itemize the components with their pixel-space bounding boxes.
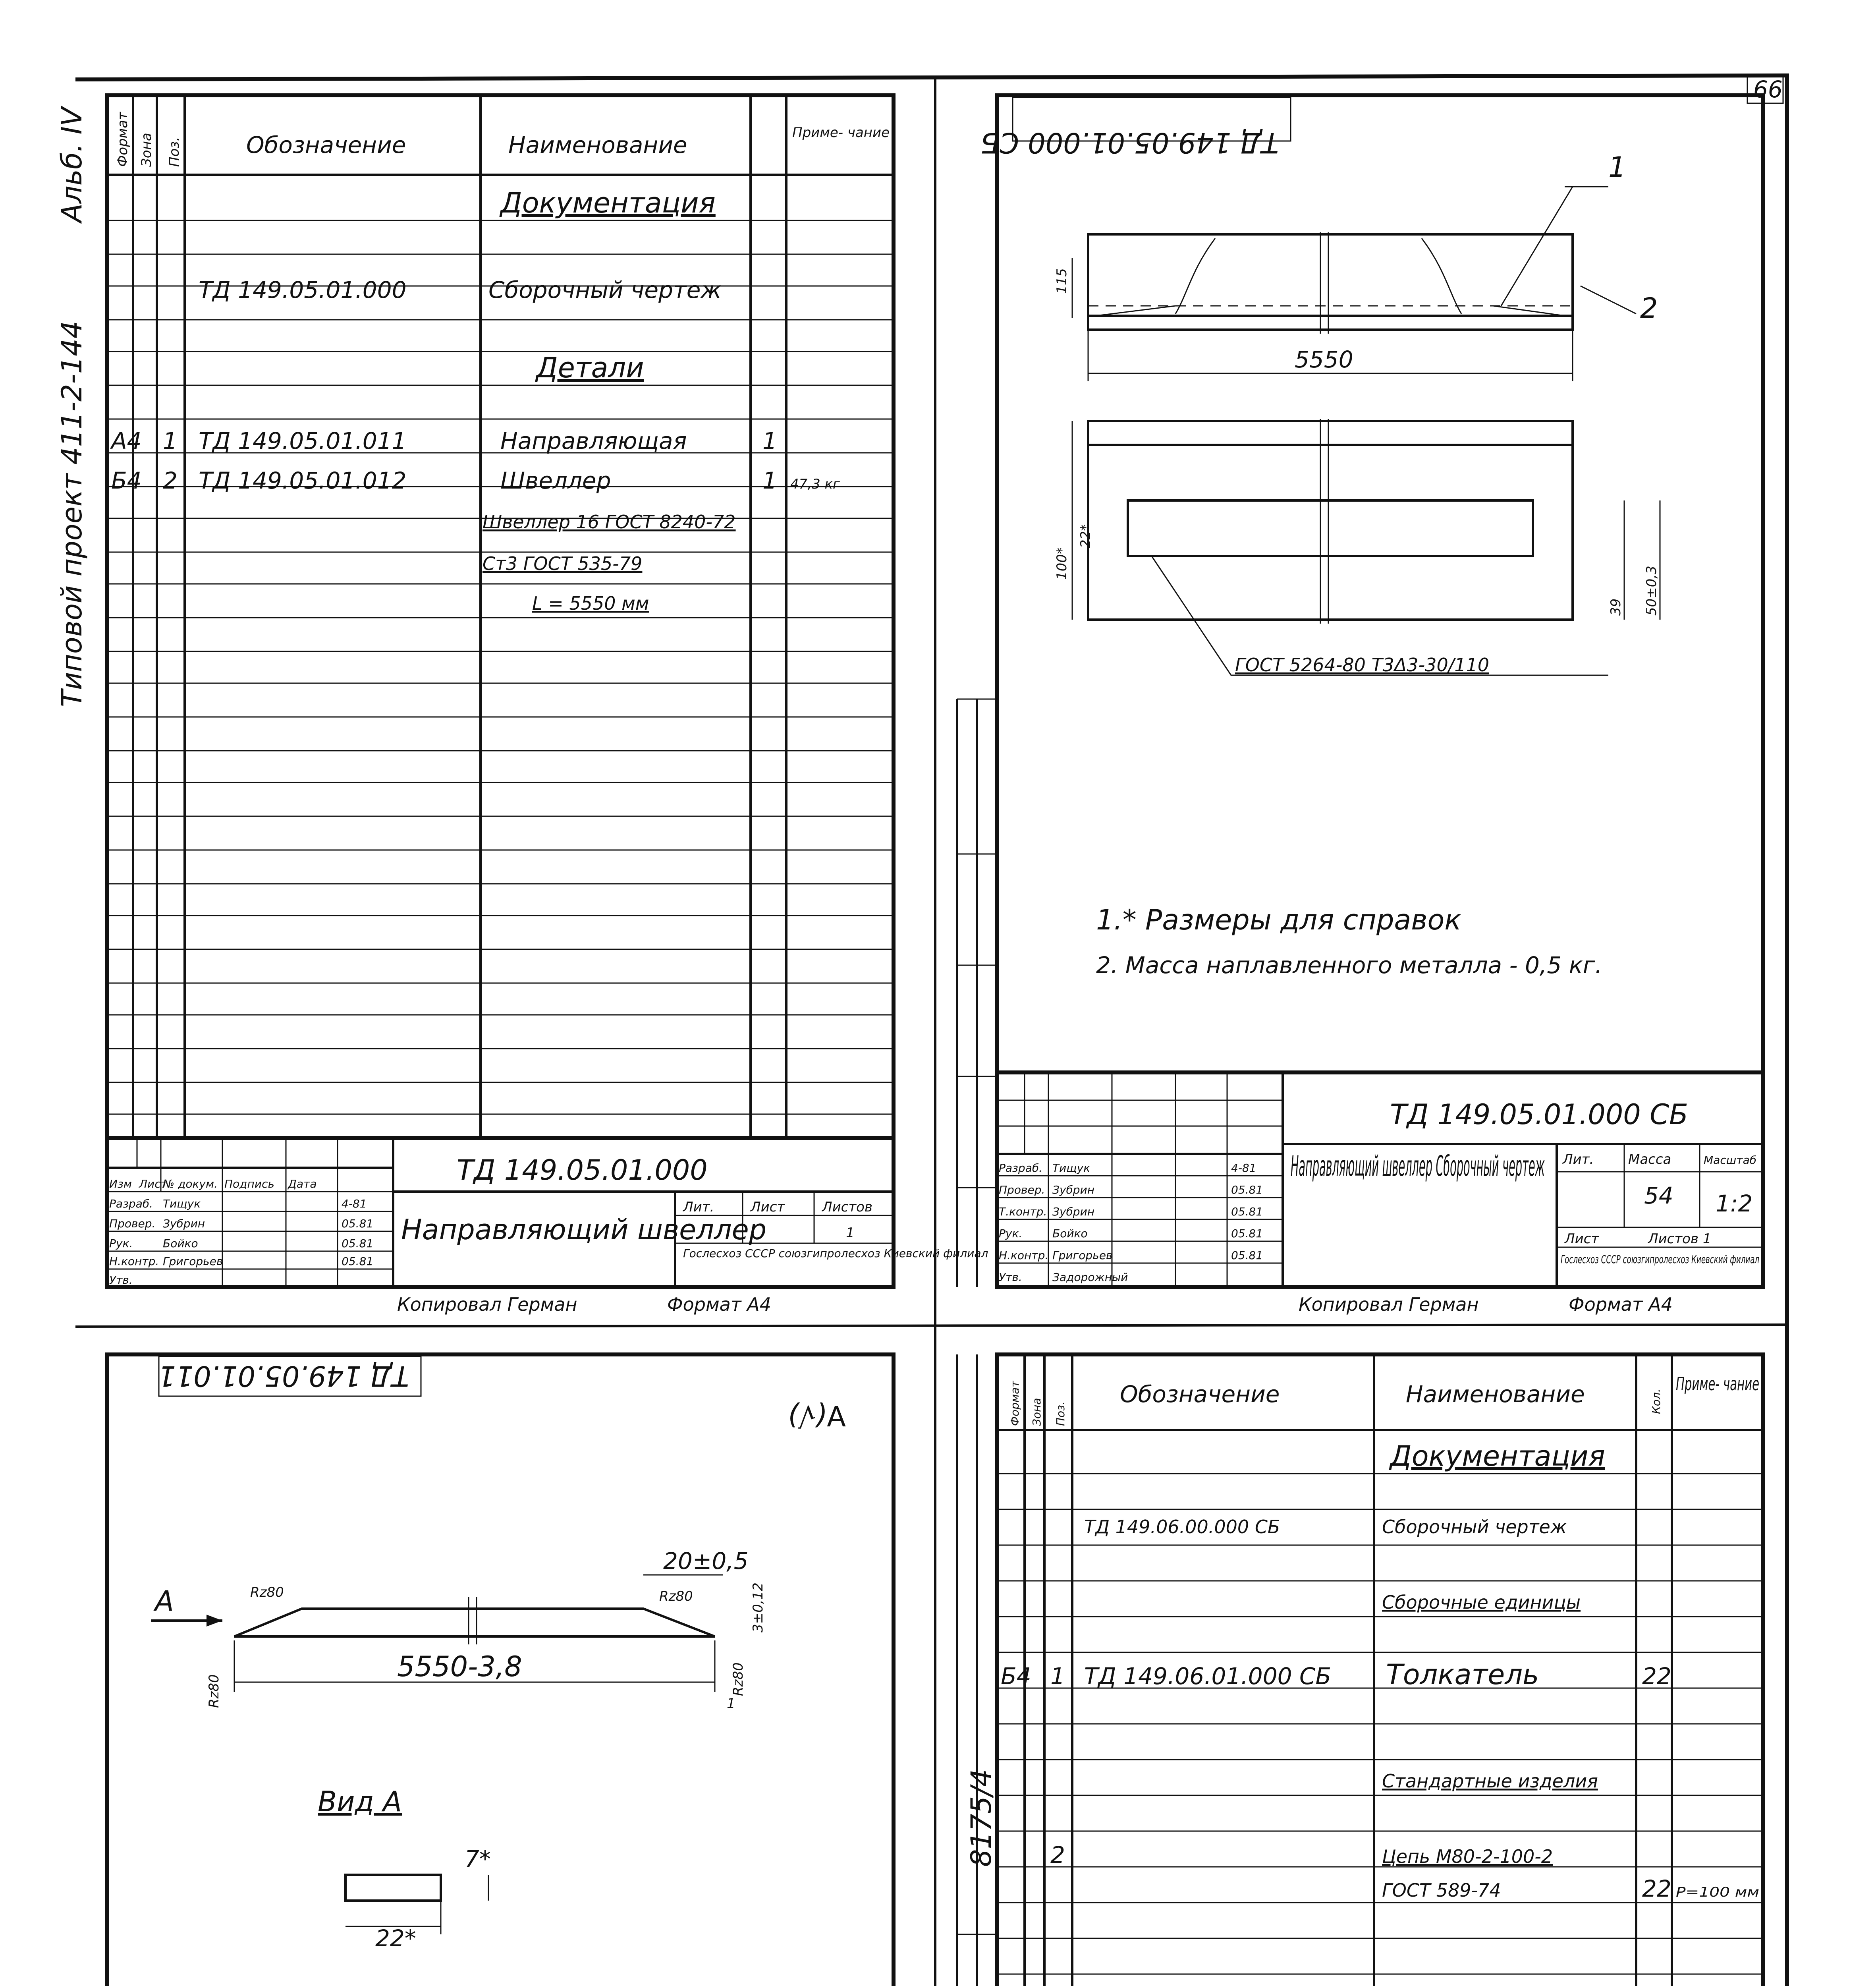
tb-col-head: Изм <box>109 1177 132 1190</box>
tb-person: Зубрин <box>1052 1205 1095 1218</box>
view-arrow-label: А <box>155 1585 174 1617</box>
tb-date: 4-81 <box>342 1197 367 1210</box>
spec1-row-name: Ст3 ГОСТ 535-79 <box>483 553 643 574</box>
tb-date: 4-81 <box>1231 1161 1256 1175</box>
tb-person: Бойко <box>1052 1227 1088 1240</box>
spec2-row-pos: 1 <box>1050 1663 1065 1690</box>
spec2-head-note: Приме- чание <box>1676 1373 1759 1395</box>
spec2-head-designation: Обозначение <box>1120 1381 1280 1408</box>
spec1-tb-doc: ТД 149.05.01.000 <box>457 1154 708 1186</box>
spec1-row-format: Б4 <box>111 467 142 494</box>
spec2-row-note: Р=100 мм <box>1676 1884 1759 1900</box>
view-a-dim-w: 22* <box>375 1925 416 1952</box>
tb-col-head: Лист <box>139 1177 167 1190</box>
tb-role: Разраб. <box>999 1161 1043 1175</box>
spec1-tb-sheet-head: Лист <box>751 1199 785 1215</box>
spec1-row-name: Сборочный чертеж <box>488 276 722 303</box>
tb-date: 05.81 <box>1231 1249 1263 1262</box>
tb-role: Провер. <box>999 1183 1045 1196</box>
part-roughness: ∀(√) <box>787 1399 846 1432</box>
spec1-row-name: L = 5550 мм <box>532 593 649 614</box>
assembly-tb-mass: 54 <box>1644 1182 1673 1209</box>
tb-role: Провер. <box>109 1217 156 1230</box>
spec2-row-name: Цепь М80-2-100-2 <box>1382 1846 1553 1867</box>
tb-col-head: Дата <box>288 1177 317 1190</box>
spec1-tb-sheets-head: Листов <box>822 1199 873 1215</box>
dim-height: 115 <box>1054 268 1070 294</box>
tb-date: 05.81 <box>342 1237 374 1250</box>
spec1-tb-sheets: 1 <box>846 1225 855 1241</box>
dim-width: 100* <box>1054 547 1070 580</box>
tb-person: Тищук <box>1052 1161 1090 1175</box>
assembly-copied: Копировал Герман <box>1299 1294 1479 1315</box>
dim-39: 39 <box>1608 598 1624 616</box>
assembly-plan-view <box>1088 421 1573 620</box>
assembly-tb-mass-head: Масса <box>1628 1151 1671 1167</box>
part-sheet <box>107 1354 894 1986</box>
assembly-tb-title: Направляющий швеллер Сборочный чертеж <box>1291 1150 1545 1182</box>
assembly-tb-sheets: Листов 1 <box>1648 1231 1712 1247</box>
dim-ra-c: Rz80 <box>206 1674 222 1708</box>
assembly-tb-sheet: Лист <box>1565 1231 1599 1247</box>
spec2-row-pos: 2 <box>1050 1841 1065 1868</box>
spec1-row-pos: 1 <box>163 427 178 454</box>
spec2-row-name: Стандартные изделия <box>1382 1770 1598 1792</box>
dim-chamfer: 20±0,5 <box>663 1547 749 1575</box>
spec1-sheet <box>107 95 988 1315</box>
spec1-head-format: Формат <box>115 112 131 167</box>
corner-page-number: 66 <box>1753 76 1783 103</box>
spec1-row-format: А4 <box>111 427 142 454</box>
spec2-row-designation: ТД 149.06.01.000 СБ <box>1084 1663 1332 1690</box>
spec2-head-pos: Поз. <box>1054 1401 1067 1426</box>
tb-role: Рук. <box>999 1227 1023 1240</box>
tb-person: Григорьев <box>1052 1249 1113 1262</box>
dim-ra-a: Rz80 <box>250 1584 284 1600</box>
archive-number: 8175/4 <box>965 1769 998 1867</box>
spec1-row-qty: 1 <box>762 467 777 494</box>
spec1-row-name: Документация <box>500 187 716 219</box>
assembly-tb-doc: ТД 149.05.01.000 СБ <box>1390 1098 1688 1131</box>
tb-person: Задорожный <box>1052 1271 1128 1284</box>
tb-col-head: Подпись <box>224 1177 274 1190</box>
spec1-head-pos: Поз. <box>166 137 182 167</box>
spec1-row-qty: 1 <box>762 427 777 454</box>
weld-note: ГОСТ 5264-80 Т3Δ3-30/110 <box>1235 654 1490 676</box>
tb-role: Утв. <box>109 1273 133 1287</box>
dim-ra-d: Rz80 <box>730 1662 746 1696</box>
tb-person: Зубрин <box>1052 1183 1095 1196</box>
dim-length: 5550 <box>1295 346 1353 373</box>
tb-col-head: № докум. <box>163 1177 218 1190</box>
spec2-head-zone: Зона <box>1030 1398 1043 1426</box>
tb-role: Рук. <box>109 1237 133 1250</box>
tb-person: Григорьев <box>163 1255 223 1268</box>
tb-role: Н.контр. <box>999 1249 1049 1262</box>
assembly-tb-org: Гослесхоз СССР союзгипролесхоз Киевский филиал <box>1561 1253 1760 1266</box>
spec1-head-note: Приме- чание <box>792 125 890 141</box>
tb-role: Разраб. <box>109 1197 153 1210</box>
spec1-tb-title: Направляющий швеллер <box>401 1213 767 1246</box>
spec1-head-designation: Обозначение <box>246 131 406 158</box>
assembly-note-2: 2. Масса наплавленного металла - 0,5 кг. <box>1096 952 1602 979</box>
spec2-row-name: Сборочные единицы <box>1382 1592 1581 1613</box>
spec2-head-format: Формат <box>1008 1381 1021 1426</box>
spec2-row-qty: 22 <box>1642 1875 1671 1902</box>
spec1-row-name: Швеллер <box>500 467 611 494</box>
assembly-tb-scale: 1:2 <box>1716 1190 1753 1217</box>
spec1-row-designation: ТД 149.05.01.011 <box>199 427 407 454</box>
callout-2: 2 <box>1640 292 1658 325</box>
assembly-format: Формат А4 <box>1569 1294 1673 1315</box>
spec1-row-designation: ТД 149.05.01.012 <box>199 467 407 494</box>
view-a-dim-h: 7* <box>465 1845 491 1872</box>
side-project-label: Типовой проект 411-2-144 <box>56 321 88 707</box>
quadrant-divider-h <box>75 1325 1787 1327</box>
assembly-tb-scale-head: Масштаб <box>1704 1153 1757 1167</box>
assembly-note-1: 1.* Размеры для справок <box>1096 904 1461 936</box>
tb-date: 05.81 <box>342 1255 374 1268</box>
tb-date: 05.81 <box>1231 1227 1263 1240</box>
tb-date: 05.81 <box>1231 1183 1263 1196</box>
spec2-row-format: Б4 <box>1001 1663 1031 1690</box>
spec1-row-pos: 2 <box>163 467 178 494</box>
tb-role: Н.контр. <box>109 1255 159 1268</box>
spec1-row-name: Направляющая <box>500 427 687 454</box>
spec2-head-name: Наименование <box>1406 1381 1585 1408</box>
spec1-copied: Копировал Герман <box>397 1294 577 1315</box>
tb-role: Утв. <box>999 1271 1022 1284</box>
spec2-row-qty: 22 <box>1642 1663 1671 1690</box>
page-top-border <box>75 75 1787 79</box>
spec1-head-zone: Зона <box>139 133 154 167</box>
tb-person: Тищук <box>163 1197 201 1210</box>
spec1-head-name: Наименование <box>508 131 687 158</box>
view-a-section <box>345 1875 441 1901</box>
dim-part-height: 3±0,12 <box>750 1582 766 1632</box>
spec1-format: Формат А4 <box>667 1294 771 1315</box>
spec2-row-name: ГОСТ 589-74 <box>1382 1880 1501 1901</box>
spec1-tb-org: Гослесхоз СССР союзгипролесхоз Киевский филиал <box>683 1247 988 1260</box>
tb-person: Бойко <box>163 1237 198 1250</box>
spec2-row-name: Сборочный чертеж <box>1382 1516 1567 1538</box>
spec2-sheet <box>957 1354 1763 1986</box>
spec2-row-designation: ТД 149.06.00.000 СБ <box>1084 1516 1280 1538</box>
dim-ra-b: Rz80 <box>659 1588 693 1604</box>
spec1-tb-lit-head: Лит. <box>683 1199 714 1215</box>
tb-date: 05.81 <box>1231 1205 1263 1218</box>
tb-person: Зубрин <box>163 1217 205 1230</box>
dim-part-t: 1 <box>727 1696 735 1712</box>
spec1-row-designation: ТД 149.05.01.000 <box>199 276 407 303</box>
spec1-row-name: Детали <box>536 352 644 384</box>
part-stamp-top: ТД 149.05.01.011 <box>158 1360 409 1392</box>
dim-part-length: 5550-3,8 <box>397 1650 522 1683</box>
tb-role: Т.контр. <box>999 1205 1047 1218</box>
assembly-stamp-top: ТД 149.05.01.000 СБ <box>980 126 1279 159</box>
spec2-row-name: Документация <box>1390 1440 1605 1472</box>
callout-1: 1 <box>1608 151 1626 184</box>
view-a-label: Вид А <box>318 1785 402 1818</box>
dim-50: 50±0,3 <box>1644 566 1660 616</box>
tb-date: 05.81 <box>342 1217 374 1230</box>
assembly-sheet <box>957 95 1763 1315</box>
dim-inner: 22* <box>1078 524 1094 548</box>
assembly-tb-lit-head: Лит. <box>1563 1151 1594 1167</box>
spec1-row-note: 47,3 кг <box>790 476 840 492</box>
spec2-row-name: Толкатель <box>1386 1658 1539 1691</box>
spec2-head-qty: Кол. <box>1650 1389 1663 1414</box>
spec1-row-name: Швеллер 16 ГОСТ 8240-72 <box>483 511 736 533</box>
album-label: Альб. IV <box>56 107 88 222</box>
part-profile <box>234 1609 715 1636</box>
